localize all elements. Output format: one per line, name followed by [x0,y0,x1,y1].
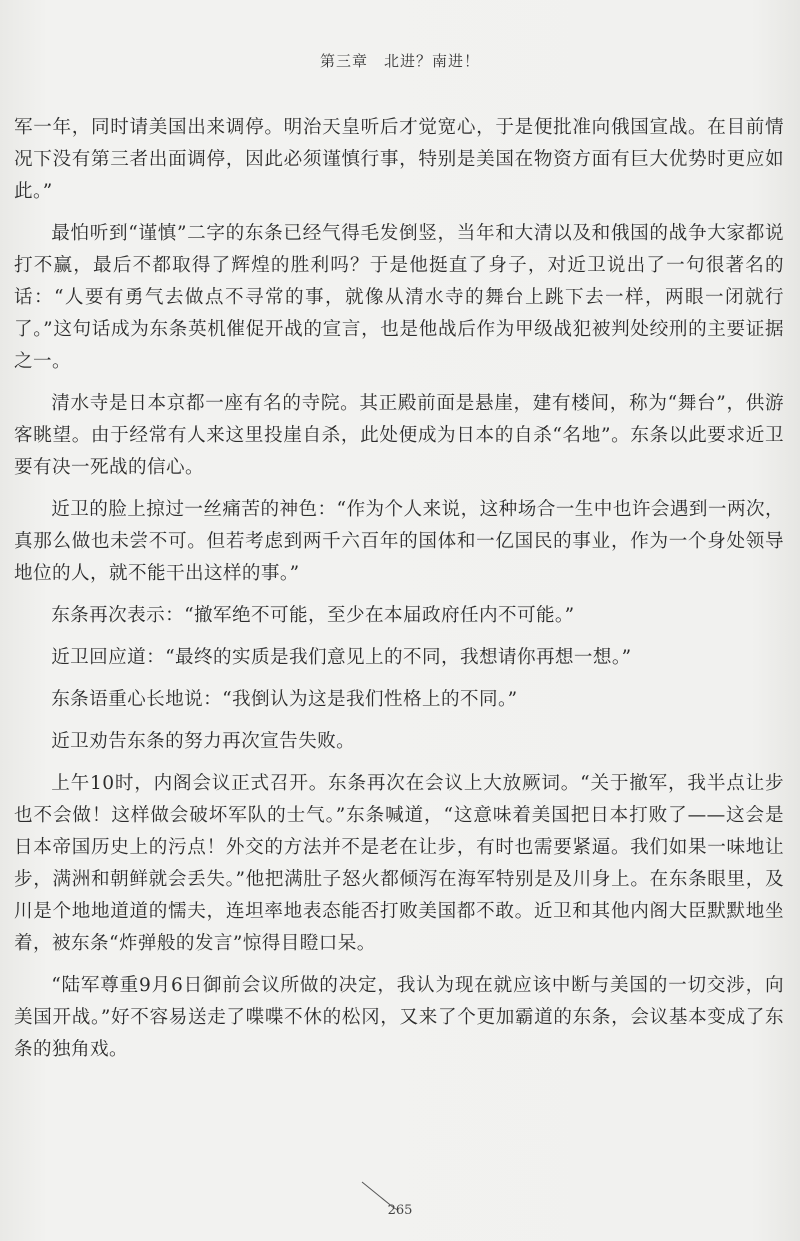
paragraph: 清水寺是日本京都一座有名的寺院。其正殿前面是悬崖，建有楼间，称为“舞台”，供游客眺望。由于经常有人来这里投崖自杀，此处便成为日本的自杀“名地”。东条以此要求近卫要有决一死战的信心。 [14,393,784,478]
page-number: 265 [387,1203,413,1218]
paragraph: 上午10时，内阁会议正式召开。东条再次在会议上大放厥词。“关于撤军，我半点让步也不会做！这样做会破坏军队的士气。”东条喊道，“这意味着美国把日本打败了——这会是日本帝国历史上的污点！外交的方法并不是老在让步，有时也需要紧逼。我们如果一味地让步，满洲和朝鲜就会丢失。”他把满肚子怒火都倾泻在海军特别是及川身上。在东条眼里，及川是个地地道道的懦夫，连坦率地表态能否打败美国都不敢。近卫和其他内阁大臣默默地坐着，被东条“炸弹般的发言”惊得目瞪口呆。 [14,773,784,954]
paragraph: “陆军尊重9月6日御前会议所做的决定，我认为现在就应该中断与美国的一切交涉，向美国开战。”好不容易送走了喋喋不休的松冈，又来了个更加霸道的东条，会议基本变成了东条的独角戏。 [14,975,784,1060]
running-header: 第三章 北进？南进！ [319,52,480,70]
paragraph: 最怕听到“谨慎”二字的东条已经气得毛发倒竖，当年和大清以及和俄国的战争大家都说打不赢，最后不都取得了辉煌的胜利吗？于是他挺直了身子，对近卫说出了一句很著名的话：“人要有勇气去做点不寻常的事，就像从清水寺的舞台上跳下去一样，两眼一闭就行了。”这句话成为东条英机催促开战的宣言，也是他战后作为甲级战犯被判处绞刑的主要证据之一。 [14,223,784,372]
paragraph: 东条再次表示：“撤军绝不可能，至少在本届政府任内不可能。” [51,605,575,626]
paragraph: 军一年，同时请美国出来调停。明治天皇听后才觉宽心，于是便批准向俄国宣战。在目前情况下没有第三者出面调停，因此必须谨慎行事，特别是美国在物资方面有巨大优势时更应如此。” [14,117,784,202]
body-text [14,112,784,1076]
paragraph: 近卫劝告东条的努力再次宣告失败。 [51,731,356,752]
paragraph: 近卫的脸上掠过一丝痛苦的神色：“作为个人来说，这种场合一生中也许会遇到一两次，真那么做也未尝不可。但若考虑到两千六百年的国体和一亿国民的事业，作为一个身处领导地位的人，就不能干出这样的事。” [14,499,784,584]
paragraph: 东条语重心长地说：“我倒认为这是我们性格上的不同。” [51,689,518,710]
paragraph: 近卫回应道：“最终的实质是我们意见上的不同，我想请你再想一想。” [51,647,632,668]
